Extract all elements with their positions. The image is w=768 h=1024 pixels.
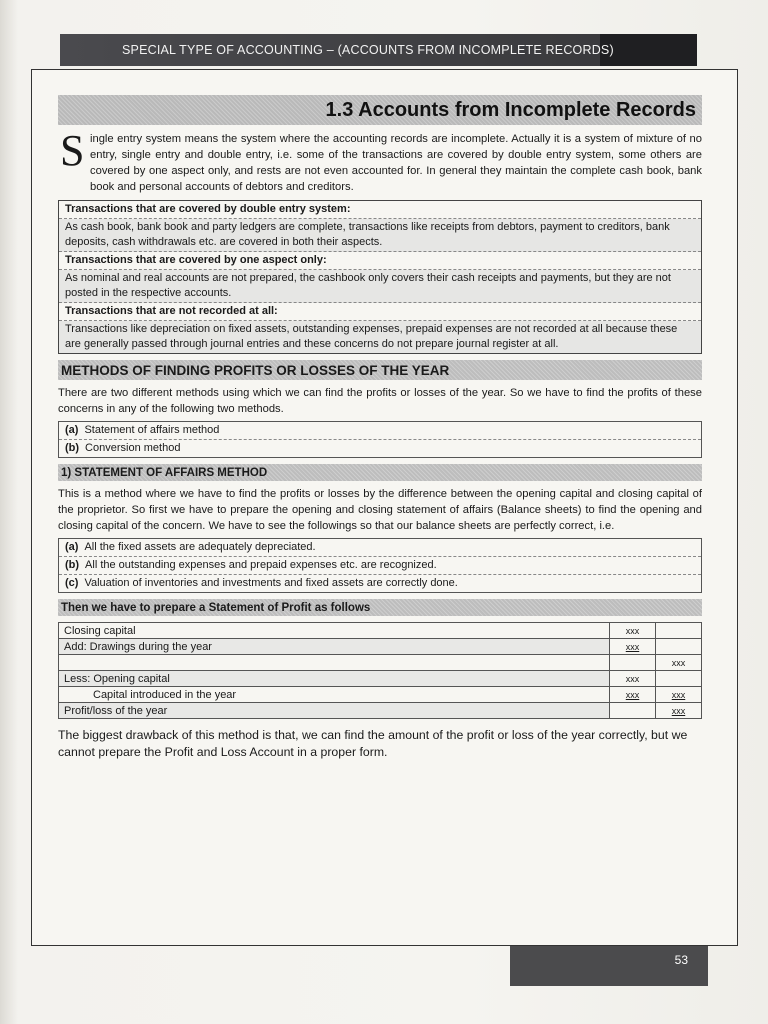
soa-list xyxy=(58,538,702,593)
page-number-label: 53 xyxy=(674,953,688,967)
transaction-text: As nominal and real accounts are not prepared, the cashbook only covers their cash receipts and payments, but they are not posted in the respective accounts. xyxy=(59,270,701,303)
profit-statement-table xyxy=(58,622,702,719)
methods-text: There are two different methods using which we can find the profits or losses of the year. So we have to find the profits of these concerns in any of the following two methods. xyxy=(58,387,702,415)
table-row: Capital introduced in the year xxx xxx xyxy=(59,687,702,703)
transaction-heading: Transactions that are covered by double entry system: xyxy=(59,201,701,219)
methods-heading: METHODS OF FINDING PROFITS OR LOSSES OF THE YEAR xyxy=(58,360,702,380)
table-row: xxx xyxy=(59,655,702,671)
intro-text: ingle entry system means the system where the accounting records are incomplete. Actually it is a system of mixture of no entry, single entry and double entry, i.e. some of the transactions are covered by double entry system, some others are covered by one aspect only, and rests are not even accounted for. In general they maintain the complete cash book, bank book and personal accounts of debtors and creditors. xyxy=(90,133,702,193)
running-header xyxy=(60,34,697,66)
soa-text: This is a method where we have to find the profits or losses by the difference between the opening capital and closing capital of the proprietor. So first we have to prepare the opening and closing statement of affairs (Balance sheets) to find the opening and closing capital of the concern. We have to see the followings so that our balance sheets are perfectly correct, i.e. xyxy=(58,488,702,532)
transactions-box xyxy=(58,200,702,354)
page-number xyxy=(510,946,708,986)
list-item: (b) Conversion method xyxy=(65,442,181,454)
list-item: (b) All the outstanding expenses and prepaid expenses etc. are recognized. xyxy=(59,557,701,575)
table-row: Closing capital xxx xyxy=(59,623,702,639)
transaction-heading: Transactions that are covered by one aspect only: xyxy=(59,252,701,270)
page-content xyxy=(58,95,702,761)
section-title: 1.3 Accounts from Incomplete Records xyxy=(58,95,702,125)
methods-list xyxy=(58,421,702,458)
transaction-text: Transactions like depreciation on fixed assets, outstanding expenses, prepaid expenses are not recorded at all because these are generally passed through journal entries and these concerns do not prepare journal register at all. xyxy=(59,321,701,353)
intro-paragraph xyxy=(58,126,702,195)
transaction-text: As cash book, bank book and party ledgers are complete, transactions like receipts from debtors, payment to creditors, bank deposits, cash withdrawals etc. are covered in both their aspects. xyxy=(59,219,701,252)
list-item: (a) Statement of affairs method xyxy=(59,422,701,440)
table-row: Less: Opening capital xxx xyxy=(59,671,702,687)
list-item: (a) All the fixed assets are adequately depreciated. xyxy=(59,539,701,557)
table-row: Profit/loss of the year xxx xyxy=(59,703,702,719)
list-item: (c) Valuation of inventories and investments and fixed assets are correctly done. xyxy=(65,577,458,589)
transaction-heading: Transactions that are not recorded at all: xyxy=(59,303,701,321)
dropcap: S xyxy=(60,126,85,175)
soa-heading: 1) STATEMENT OF AFFAIRS METHOD xyxy=(58,464,702,481)
table-row: Add: Drawings during the year xxx xyxy=(59,639,702,655)
conclusion-text: The biggest drawback of this method is that, we can find the amount of the profit or loss of the year correctly, but we cannot prepare the Profit and Loss Account in a proper form. xyxy=(58,728,688,759)
profit-heading: Then we have to prepare a Statement of Profit as follows xyxy=(58,599,702,616)
running-header-title: SPECIAL TYPE OF ACCOUNTING – (ACCOUNTS FROM INCOMPLETE RECORDS) xyxy=(122,43,614,57)
